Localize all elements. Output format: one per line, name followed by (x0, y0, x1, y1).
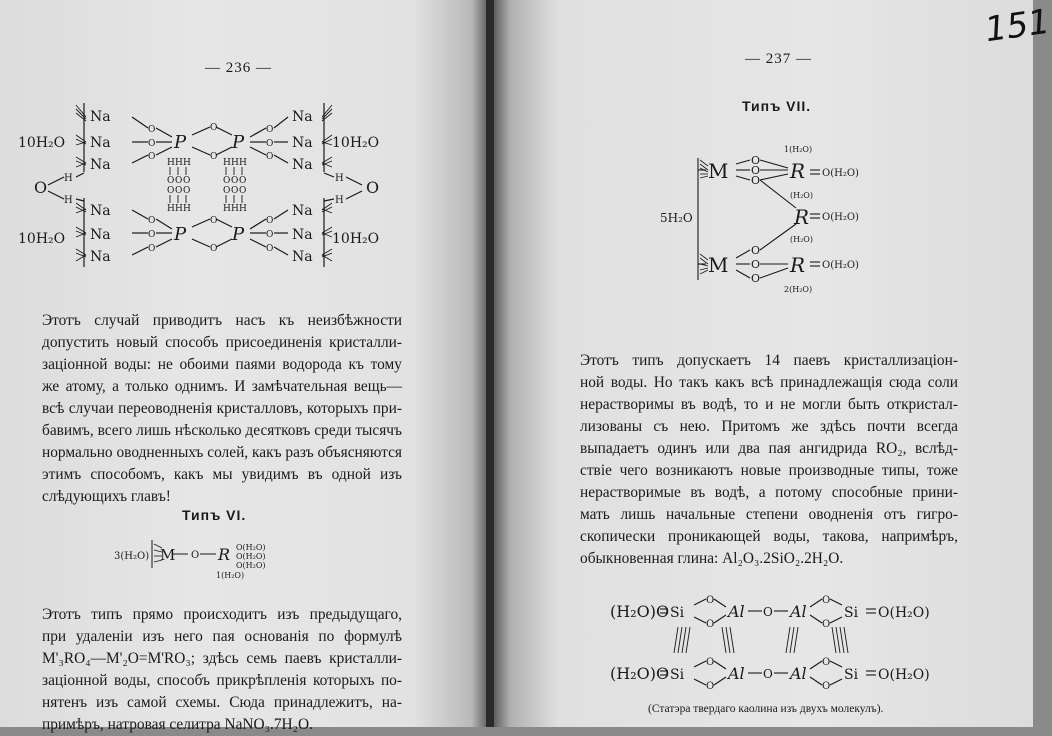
svg-text:O: O (751, 258, 761, 271)
svg-text:10H₂O: 10H₂O (18, 231, 66, 247)
svg-text:1(H₂O): 1(H₂O) (784, 145, 813, 154)
text-line: же атому, а только однимъ. И замѣчательная вещь— (42, 378, 402, 395)
svg-text:R: R (794, 205, 810, 229)
svg-text:O: O (148, 244, 156, 254)
svg-text:Na: Na (90, 203, 111, 219)
text-line: бавимъ, всего лишь нѣсколько десятковъ среди тысячъ (42, 422, 402, 439)
svg-text:H: H (167, 204, 175, 214)
svg-text:M: M (708, 253, 729, 277)
svg-text:O(H₂O): O(H₂O) (822, 212, 859, 223)
svg-text:Na: Na (292, 135, 313, 151)
svg-text:O: O (148, 125, 156, 135)
svg-text:H: H (335, 195, 344, 206)
svg-text:H: H (175, 204, 183, 214)
svg-text:Na: Na (90, 135, 111, 151)
svg-text:O(H₂O): O(H₂O) (236, 561, 266, 570)
svg-text:O: O (822, 681, 831, 692)
svg-text:Na: Na (292, 227, 313, 243)
svg-text:O: O (239, 186, 247, 196)
text-line: M'₃RO₄—M'₂O=M'RO₃; здѣсь семь паевъ кристалли- (42, 650, 402, 667)
svg-text:O: O (763, 605, 773, 619)
svg-text:H: H (223, 204, 231, 214)
svg-text:O(H₂O): O(H₂O) (236, 543, 266, 552)
text-line: этимъ способомъ, какъ мы увидимъ въ одной изъ (42, 466, 402, 483)
svg-text:O: O (822, 595, 831, 606)
svg-text:(H₂O): (H₂O) (790, 235, 813, 244)
svg-text:Si: Si (670, 667, 685, 683)
book-gutter (486, 0, 494, 727)
svg-text:10H₂O: 10H₂O (332, 231, 380, 247)
svg-text:O: O (148, 216, 156, 226)
svg-text:M: M (708, 159, 729, 183)
text-line: Этотъ случай приводитъ насъ къ неизбѣжности (42, 312, 402, 329)
svg-text:O: O (822, 657, 831, 668)
svg-text:O(H₂O): O(H₂O) (878, 667, 930, 683)
svg-text:Na: Na (292, 109, 313, 125)
heading-type-vii: Типъ VII. (742, 98, 812, 114)
text-line: при удаленіи изъ него пая основанія по формулѣ (42, 628, 402, 645)
svg-text:O: O (751, 154, 761, 167)
text-line: выпадаетъ одинъ или два пая ангидрида RO₂, вслѣд- (580, 440, 958, 457)
svg-text:(H₂O): (H₂O) (790, 191, 813, 200)
svg-text:O(H₂O): O(H₂O) (236, 552, 266, 561)
svg-text:3(H₂O): 3(H₂O) (114, 551, 150, 562)
svg-text:O: O (822, 619, 831, 630)
svg-text:Al: Al (728, 664, 745, 683)
svg-text:M: M (160, 546, 176, 564)
svg-text:Na: Na (90, 109, 111, 125)
svg-text:O: O (706, 681, 715, 692)
svg-text:O(H₂O): O(H₂O) (822, 260, 859, 271)
kaolin-caption: (Статэра твердаго каолина изъ двухъ молекулъ). (648, 703, 884, 715)
svg-text:O: O (183, 186, 191, 196)
text-line: слѣдующихъ главъ! (42, 488, 171, 505)
svg-text:H: H (239, 204, 247, 214)
svg-text:O: O (183, 176, 191, 186)
text-line: ствіе чего возникаютъ новые производные типы, тоже (580, 462, 958, 479)
svg-text:O: O (34, 178, 48, 197)
type-v-structure-diagram (20, 95, 390, 280)
svg-text:(H₂O)O: (H₂O)O (610, 602, 670, 621)
svg-text:O: O (175, 186, 183, 196)
svg-text:H: H (183, 204, 191, 214)
svg-text:O: O (231, 176, 239, 186)
svg-text:O: O (266, 139, 274, 149)
svg-text:Na: Na (292, 249, 313, 265)
svg-text:O: O (239, 176, 247, 186)
svg-text:O: O (266, 152, 274, 162)
type-vi-structure-diagram (112, 532, 312, 584)
svg-text:O: O (167, 176, 175, 186)
svg-text:H: H (231, 204, 239, 214)
right-paragraph (580, 350, 958, 570)
svg-text:H: H (231, 158, 239, 168)
text-line: скопически проникающей воды, такова, напримѣръ, (580, 528, 958, 545)
text-line: заціонной воды, способъ прикрѣпленія которыхъ по- (42, 672, 402, 689)
text-line: лизованы съ нею. Притомъ же здѣсь почти всегда (580, 418, 958, 435)
svg-text:O: O (763, 667, 773, 681)
page-number-left: — 236 — (205, 60, 272, 76)
svg-text:O(H₂O): O(H₂O) (822, 168, 859, 179)
svg-text:1(H₂O): 1(H₂O) (216, 571, 245, 580)
left-paragraph-2 (42, 604, 402, 736)
svg-text:O: O (210, 216, 218, 226)
svg-text:O: O (175, 176, 183, 186)
svg-text:P: P (174, 132, 187, 153)
svg-text:O: O (210, 152, 218, 162)
svg-text:P: P (232, 224, 245, 245)
svg-text:R: R (790, 159, 806, 183)
svg-text:H: H (64, 173, 73, 184)
svg-text:H: H (183, 158, 191, 168)
svg-text:2(H₂O): 2(H₂O) (784, 285, 813, 294)
text-line: примѣръ, натровая селитра NaNO₃.7H₂O. (42, 716, 313, 733)
svg-text:R: R (218, 545, 231, 564)
svg-text:H: H (335, 173, 344, 184)
svg-text:Na: Na (292, 203, 313, 219)
svg-text:H: H (223, 158, 231, 168)
svg-text:O: O (148, 230, 156, 240)
svg-text:P: P (174, 224, 187, 245)
svg-text:O: O (706, 595, 715, 606)
text-line: всѣ случаи переоводненія кристалловъ, которыхъ при- (42, 400, 402, 417)
svg-text:O: O (210, 123, 218, 133)
svg-text:Si: Si (844, 667, 859, 683)
svg-text:O: O (751, 164, 761, 177)
svg-text:5H₂O: 5H₂O (660, 211, 693, 225)
svg-text:Al: Al (790, 664, 807, 683)
svg-text:O: O (366, 178, 380, 197)
type-vii-structure-diagram (660, 140, 880, 300)
svg-text:O: O (223, 176, 231, 186)
text-line: мать лишь начальные степени оводненія отъ гигро- (580, 506, 958, 523)
svg-text:H: H (167, 158, 175, 168)
svg-text:Al: Al (728, 602, 745, 621)
svg-text:Na: Na (90, 249, 111, 265)
svg-text:Si: Si (670, 605, 685, 621)
svg-text:H: H (64, 195, 73, 206)
svg-text:H: H (175, 158, 183, 168)
text-line: нормально оводненныхъ солей, какъ разъ объясняются (42, 444, 402, 461)
text-line: допустить новый способъ присоединенія кристалли- (42, 334, 402, 351)
archive-stamp-number: 151 (982, 1, 1052, 51)
svg-text:O: O (706, 657, 715, 668)
svg-text:O: O (266, 244, 274, 254)
text-line: обыкновенная глина: Al₂O₃.2SiO₂.2H₂O. (580, 550, 844, 567)
svg-text:P: P (232, 132, 245, 153)
svg-text:10H₂O: 10H₂O (18, 135, 66, 151)
svg-text:O: O (191, 550, 200, 561)
text-line: нятенъ изъ самой схемы. Сюда принадлежитъ, на- (42, 694, 402, 711)
svg-text:Si: Si (844, 605, 859, 621)
page-number-right: — 237 — (745, 51, 812, 67)
svg-text:O: O (706, 619, 715, 630)
svg-text:O: O (167, 186, 175, 196)
heading-type-vi: Типъ VI. (182, 507, 247, 523)
text-line: заціонной воды: не обоими паями водорода къ тому (42, 356, 402, 373)
svg-text:O: O (751, 174, 761, 187)
svg-text:O(H₂O): O(H₂O) (878, 605, 930, 621)
svg-text:Na: Na (90, 157, 111, 173)
svg-text:Na: Na (292, 157, 313, 173)
svg-text:Al: Al (790, 602, 807, 621)
svg-text:Na: Na (90, 227, 111, 243)
svg-text:R: R (790, 253, 806, 277)
svg-text:O: O (148, 139, 156, 149)
text-line: Этотъ типъ допускаетъ 14 паевъ кристаллизаціон- (580, 352, 958, 369)
left-paragraph-1 (42, 310, 402, 508)
svg-text:O: O (266, 125, 274, 135)
svg-text:O: O (231, 186, 239, 196)
text-line: нерастворимые въ водѣ, а потому способные прини- (580, 484, 958, 501)
svg-text:O: O (266, 230, 274, 240)
svg-text:(H₂O)O: (H₂O)O (610, 664, 670, 683)
svg-text:10H₂O: 10H₂O (332, 135, 380, 151)
text-line: ной воды. Но такъ какъ всѣ принадлежащія сюда соли (580, 374, 958, 391)
svg-text:O: O (210, 244, 218, 254)
text-line: Этотъ типъ прямо происходитъ изъ предыдущаго, (42, 606, 402, 623)
text-line: нерастворимы въ водѣ, то и не могли быть откристал- (580, 396, 958, 413)
svg-text:O: O (223, 186, 231, 196)
svg-text:O: O (148, 152, 156, 162)
svg-text:O: O (751, 272, 761, 285)
kaolin-structure-diagram (610, 595, 930, 695)
svg-text:O: O (751, 244, 761, 257)
svg-text:O: O (266, 216, 274, 226)
svg-text:H: H (239, 158, 247, 168)
